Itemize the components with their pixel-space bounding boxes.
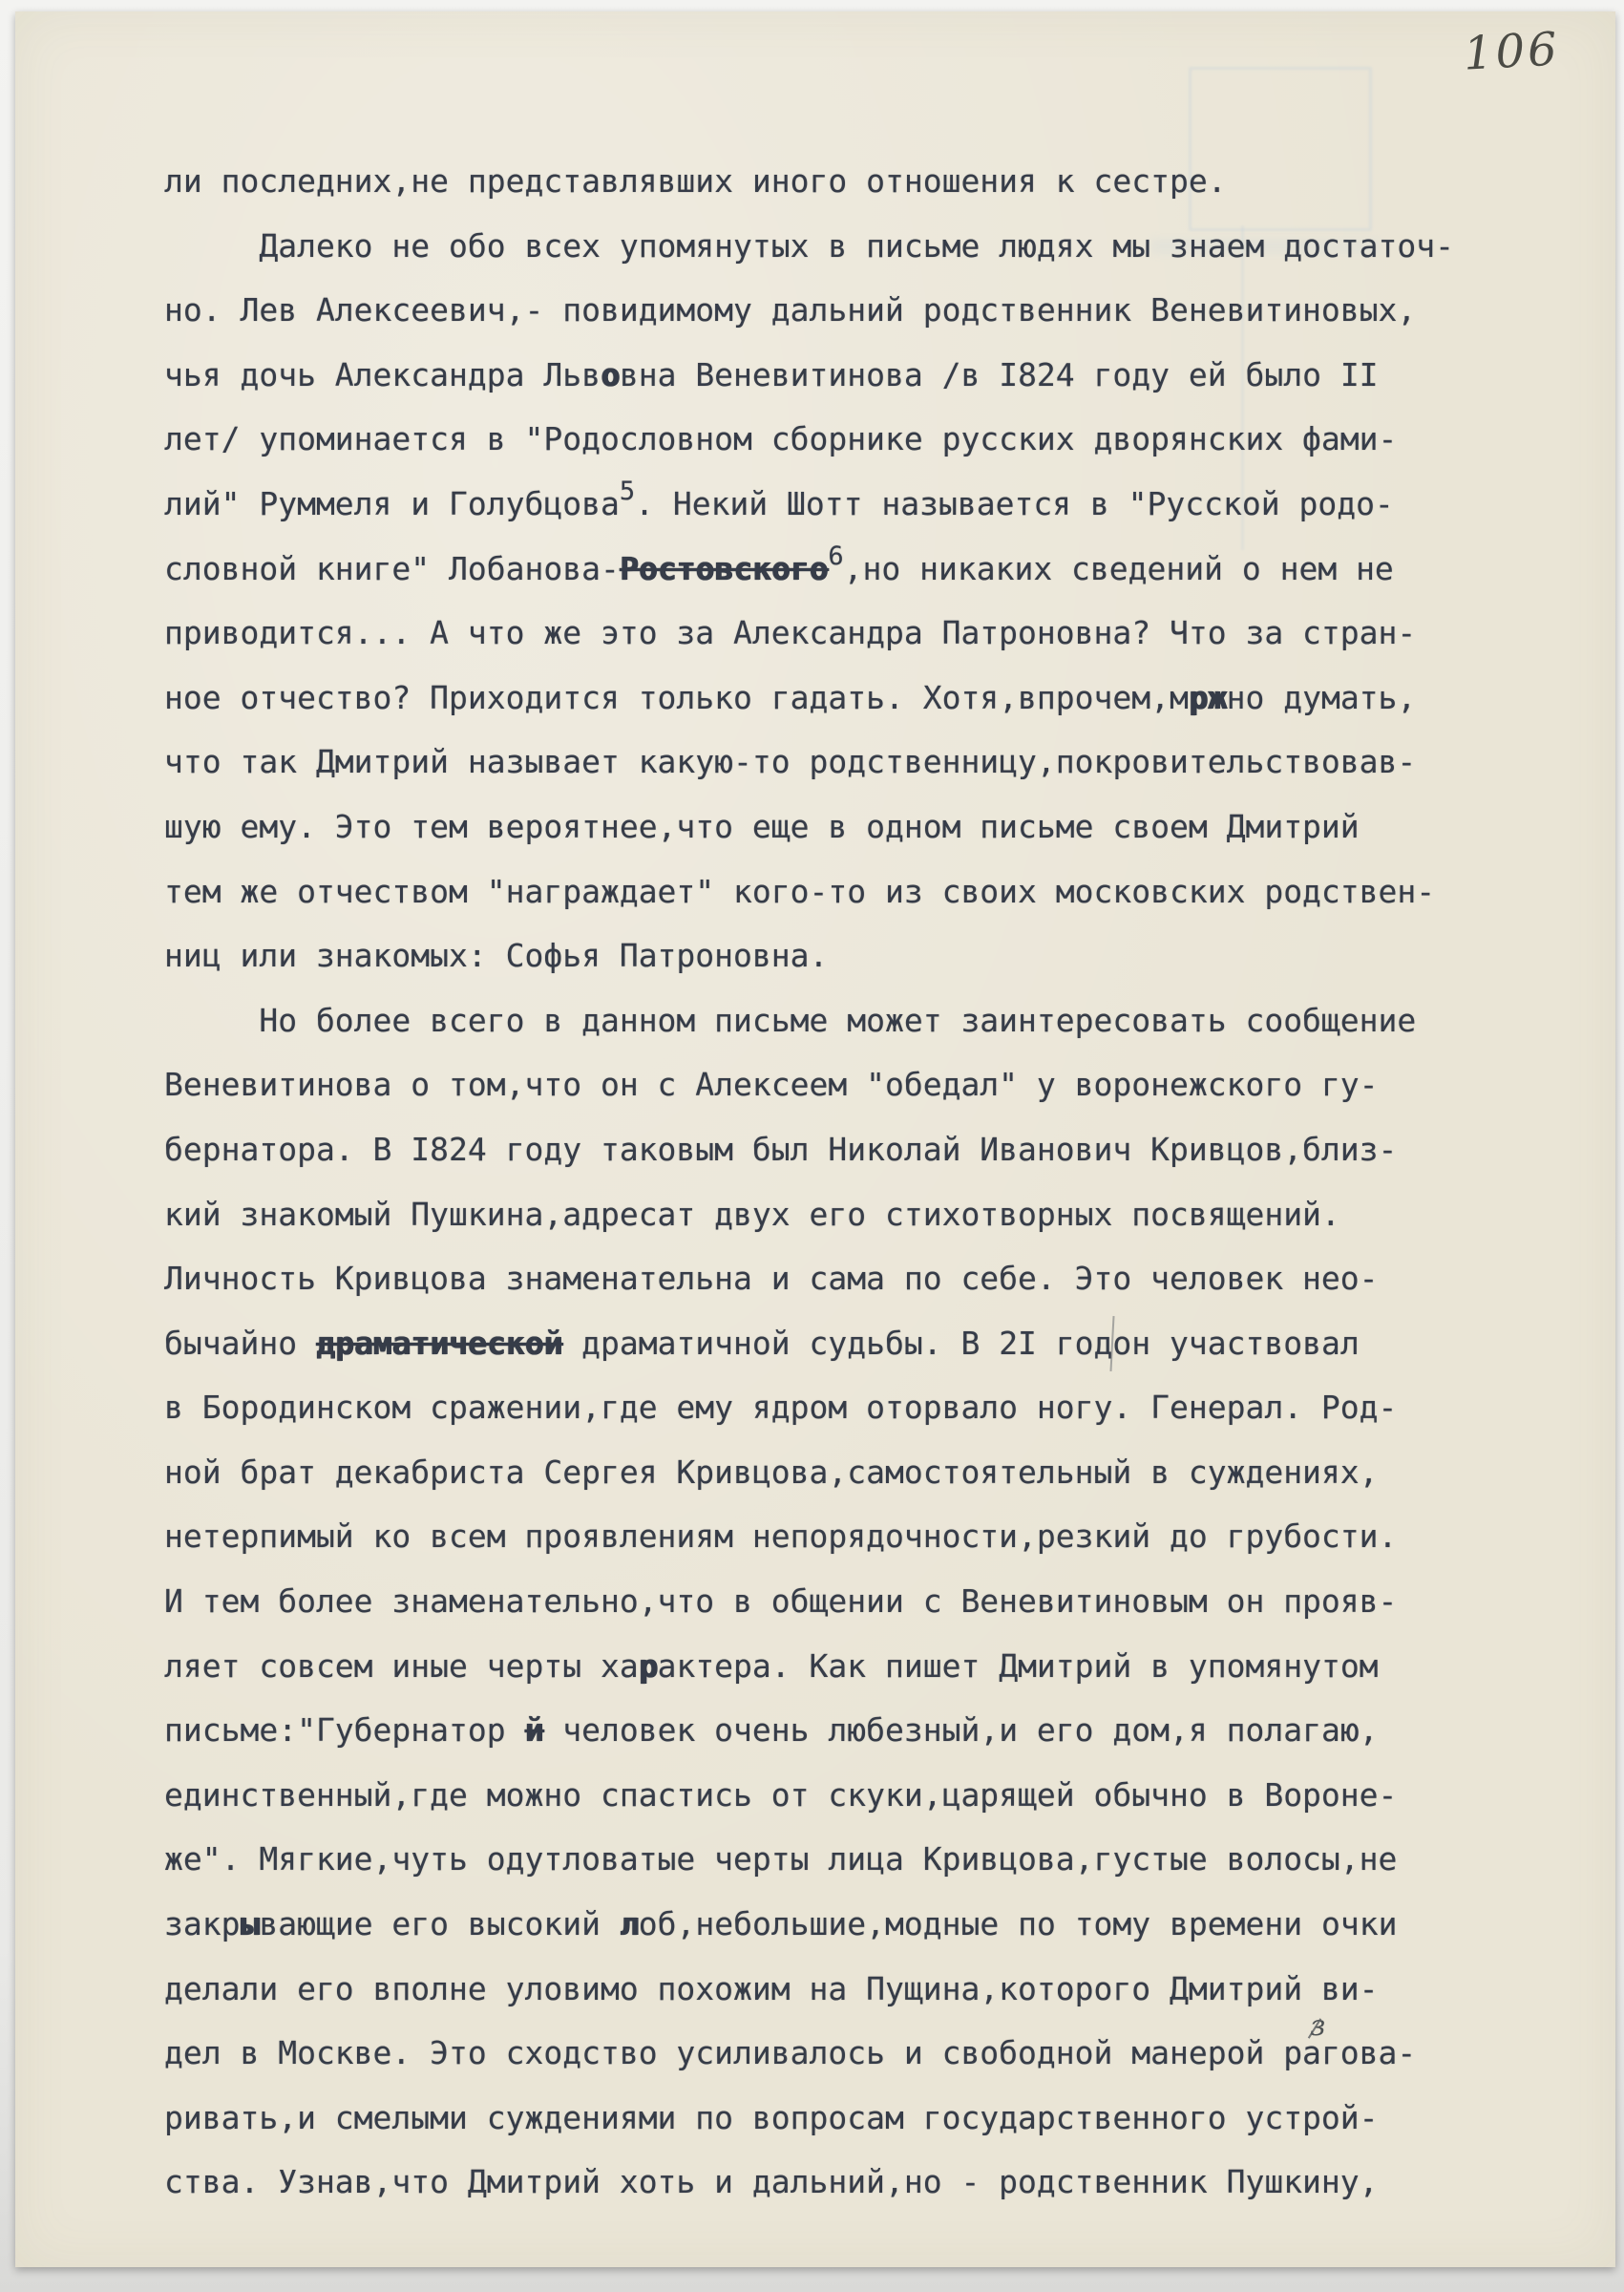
text-run: лет/ упоминается в "Родословном сборнике русских дворянских фами- <box>164 420 1398 458</box>
text-line <box>164 1182 1596 1247</box>
text-run: он участвовал <box>1112 1324 1360 1362</box>
typed-text <box>164 149 1596 2215</box>
text-line <box>164 1763 1596 1828</box>
text-run: чья дочь Александра Льв <box>164 355 601 393</box>
text-run: закр <box>164 1905 241 1943</box>
text-line <box>164 537 1596 602</box>
text-line <box>164 407 1596 472</box>
text-run: ства. Узнав,что Дмитрий хоть и дальний,но - родственник Пушкину, <box>164 2163 1379 2201</box>
overtyped-text: о <box>600 355 620 393</box>
text-line <box>164 1440 1596 1505</box>
text-line <box>164 988 1596 1053</box>
text-line <box>164 343 1596 408</box>
text-line <box>164 1698 1596 1763</box>
text-line <box>164 1504 1596 1569</box>
strikethrough-text: й <box>524 1711 544 1750</box>
text-run: Но более всего в данном письме может заинтересовать сообщение <box>164 1001 1417 1039</box>
text-line <box>164 1052 1596 1117</box>
text-run: ляет совсем иные черты ха <box>164 1646 639 1685</box>
text-line <box>164 1117 1596 1182</box>
text-line <box>164 214 1596 279</box>
page-number: 106 <box>1462 22 1562 81</box>
text-run: вна Веневитинова /в I824 году ей было II <box>619 355 1379 393</box>
text-run: ное отчество? Приходится только гадать. Хотя,впрочем,м <box>164 678 1189 716</box>
text-run: кий знакомый Пушкина,адресат двух его стихотворных посвящений. <box>164 1195 1340 1233</box>
text-run: Личность Кривцова знаменательна и сама по себе. Это человек нео- <box>164 1260 1379 1298</box>
text-run: лий" Руммеля и Голубцова <box>164 484 620 522</box>
text-run: гова- <box>1320 2034 1417 2072</box>
text-run: шую ему. Это тем вероятнее,что еще в одном письме своем Дмитрий <box>164 807 1360 845</box>
strikethrough-text: драматической <box>315 1324 563 1362</box>
text-line <box>164 601 1596 666</box>
text-line <box>164 730 1596 795</box>
text-run: же". Мягкие,чуть одутловатые черты лица Кривцова,густые волосы,не <box>164 1840 1398 1878</box>
text-line <box>164 1375 1596 1440</box>
text-run: ниц или знакомых: Софья Патроновна. <box>164 937 829 975</box>
text-run: Далеко не обо всех упомянутых в письме людях мы знаем достаточ- <box>164 226 1455 265</box>
text-line <box>164 1311 1596 1376</box>
paper-sheet <box>15 11 1615 2267</box>
text-run: человек очень любезный,и его дом,я полагаю, <box>543 1711 1379 1750</box>
text-run: но думать, <box>1226 678 1417 716</box>
text-line <box>164 860 1596 924</box>
text-run: ривать,и смелыми суждениями по вопросам государственного устрой- <box>164 2098 1379 2136</box>
text-run: делали его вполне уловимо похожим на Пущина,которого Дмитрий ви- <box>164 1969 1379 2007</box>
text-line <box>164 1957 1596 2022</box>
text-run: И тем более знаменательно,что в общении с Веневитиновым он прояв- <box>164 1582 1398 1621</box>
text-line <box>164 923 1596 988</box>
text-run: ли последних,не представлявших иного отношения к сестре. <box>164 162 1227 200</box>
text-line <box>164 1246 1596 1311</box>
text-run: вающие его высокий <box>259 1905 620 1943</box>
text-line: дел в Москве. Это сходство усиливалось и свободной манерой разгова- <box>164 2009 1417 2072</box>
text-run: бернатора. В I824 году таковым был Николай Иванович Кривцов,близ- <box>164 1130 1398 1168</box>
text-line <box>164 1827 1596 1892</box>
text-line <box>164 1569 1596 1634</box>
text-run: письме:"Губернатор <box>164 1711 525 1750</box>
text-run: тем же отчеством "награждает" кого-то из своих московских родствен- <box>164 872 1436 910</box>
text-line <box>164 1892 1596 1957</box>
overtyped-text: ы <box>240 1905 260 1943</box>
overtyped-text: л <box>619 1905 639 1943</box>
text-line <box>164 795 1596 860</box>
text-run: драматичной судьбы. В 2I год <box>562 1324 1113 1362</box>
text-run: дел в Москве. Это сходство усиливалось и свободной манерой ра <box>164 2034 1321 2072</box>
text-line <box>164 278 1596 343</box>
text-run: в Бородинском сражении,где ему ядром оторвало ногу. Генерал. Род- <box>164 1389 1398 1427</box>
text-run: единственный,где можно спастись от скуки,царящей обычно в Вороне- <box>164 1775 1398 1814</box>
text-run: ной брат декабриста Сергея Кривцова,самостоятельный в суждениях, <box>164 1453 1379 1491</box>
text-line <box>164 2086 1596 2151</box>
footnote-marker: 5 <box>619 476 636 506</box>
text-run: ,но никаких сведений о нем не <box>843 549 1394 587</box>
text-run: что так Дмитрий называет какую-то родственницу,покровительствовав- <box>164 743 1417 781</box>
footnote-marker: 6 <box>828 541 844 571</box>
text-line <box>164 149 1596 214</box>
text-line <box>164 1634 1596 1699</box>
overtyped-text: рж <box>1188 678 1227 716</box>
strikethrough-text: Ростовского <box>619 549 829 587</box>
text-run: приводится... А что же это за Александра Патроновна? Что за стран- <box>164 614 1417 652</box>
text-run: . Некий Шотт называется в "Русской родо- <box>635 484 1394 522</box>
text-run: бычайно <box>164 1324 316 1362</box>
text-run: словной книге" Лобанова- <box>164 549 620 587</box>
text-line <box>164 666 1596 731</box>
text-run: но. Лев Алексеевич,- повидимому дальний родственник Веневитиновых, <box>164 291 1417 329</box>
overtyped-text: р <box>638 1646 658 1685</box>
text-line <box>164 472 1596 537</box>
text-run: актера. Как пишет Дмитрий в упомянутом <box>657 1646 1379 1685</box>
text-run: Веневитинова о том,что он с Алексеем "обедал" у воронежского гу- <box>164 1066 1379 1104</box>
text-run: об,небольшие,модные по тому времени очки <box>638 1905 1398 1943</box>
text-line <box>164 2150 1596 2215</box>
text-run: нетерпимый ко всем проявлениям непорядочности,резкий до грубости. <box>164 1517 1398 1556</box>
